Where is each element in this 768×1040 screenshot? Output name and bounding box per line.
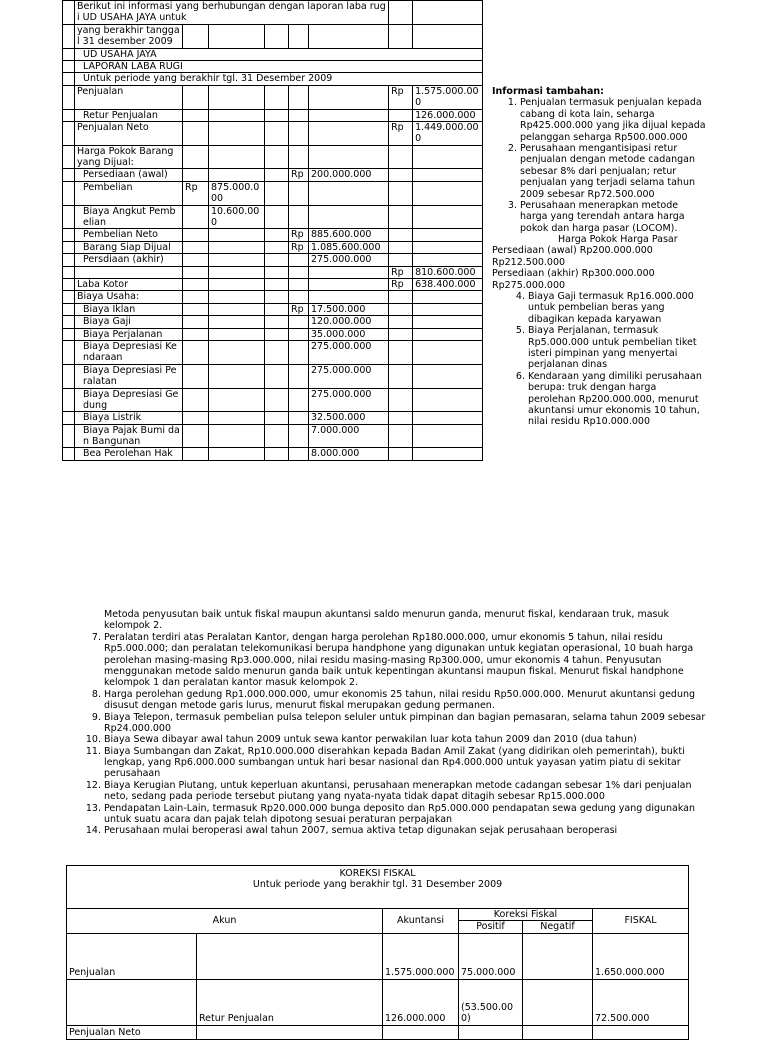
income-statement-table	[62, 0, 483, 461]
row-currency	[289, 85, 309, 109]
header-row	[63, 60, 483, 72]
report-period: Untuk periode yang berakhir tgl. 31 Desember 2009	[75, 73, 483, 85]
table-row	[63, 121, 483, 145]
row-label: Barang Siap Dijual	[75, 241, 183, 253]
table-row	[63, 388, 483, 412]
table-row	[63, 241, 483, 253]
table-row	[67, 979, 689, 1025]
fiscal-correction-table	[66, 865, 689, 1040]
row-marker	[63, 121, 75, 145]
row-currency	[289, 388, 309, 412]
cell-subakun	[197, 1025, 383, 1039]
col-header-negatif: Negatif	[523, 921, 593, 933]
col-header-akun: Akun	[67, 909, 383, 934]
row-value: 885.600.000	[309, 229, 389, 241]
row-label: Pembelian	[75, 181, 183, 205]
row-marker	[63, 364, 75, 388]
table-row	[67, 1025, 689, 1039]
row-value	[413, 254, 483, 266]
row-label: Biaya Usaha:	[75, 291, 183, 303]
row-currency: Rp	[389, 278, 413, 290]
row-value	[413, 412, 483, 424]
row-label: Retur Penjualan	[75, 109, 183, 121]
row-value: 875.000.000	[209, 181, 265, 205]
row-spacer	[265, 121, 289, 145]
row-label: Biaya Depresiasi Gedung	[75, 388, 183, 412]
row-currency	[289, 254, 309, 266]
header-row	[63, 73, 483, 85]
row-value: 1.575.000.000	[413, 85, 483, 109]
row-currency	[183, 448, 209, 460]
row-value: 810.600.000	[413, 266, 483, 278]
notes	[86, 609, 706, 837]
row-currency	[389, 229, 413, 241]
row-currency: Rp	[183, 181, 209, 205]
row-value: 1.449.000.000	[413, 121, 483, 145]
row-spacer	[265, 328, 289, 340]
list-item: 11. Biaya Sumbangan dan Zakat, Rp10.000.000 diserahkan kepada Badan Amil Zakat (yang didirikan oleh pemerintah), bukti lengkap, yang Rp6.000.000 sumbangan untuk hari besar nasional dan Rp4.000.000 untuk yayasan yatim piatu di sekitar perusahaan	[104, 746, 706, 780]
row-value	[413, 340, 483, 364]
table-row	[63, 205, 483, 229]
row-spacer	[265, 303, 289, 315]
row-currency	[183, 340, 209, 364]
row-value	[309, 266, 389, 278]
row-spacer	[265, 266, 289, 278]
report-title: LAPORAN LABA RUGI	[75, 60, 483, 72]
row-currency	[183, 424, 209, 448]
row-value	[413, 205, 483, 229]
row-value	[209, 328, 265, 340]
cell-akun	[67, 979, 197, 1025]
row-marker	[63, 448, 75, 460]
locom-header: Harga Pokok Harga Pasar	[558, 234, 678, 246]
table-header-row	[67, 909, 689, 921]
cell-akuntansi: 126.000.000	[383, 979, 459, 1025]
row-currency	[389, 205, 413, 229]
row-currency	[289, 109, 309, 121]
row-label: Pembelian Neto	[75, 229, 183, 241]
table-row	[63, 169, 483, 181]
row-value	[209, 412, 265, 424]
row-value	[209, 303, 265, 315]
row-marker	[63, 328, 75, 340]
list-item: 14. Perusahaan mulai beroperasi awal tahun 2007, semua aktiva tetap digunakan sejak perusahaan beroperasi	[104, 825, 706, 836]
row-currency	[183, 85, 209, 109]
row-value	[209, 316, 265, 328]
cell-fiskal	[593, 1025, 689, 1039]
row-currency	[289, 278, 309, 290]
row-value: 638.400.000	[413, 278, 483, 290]
row-value	[209, 388, 265, 412]
row-spacer	[265, 145, 289, 169]
row-currency	[389, 316, 413, 328]
row-value	[309, 205, 389, 229]
row-currency	[183, 316, 209, 328]
row-spacer	[265, 340, 289, 364]
row-marker	[63, 109, 75, 121]
row-marker	[63, 412, 75, 424]
row-currency	[183, 266, 209, 278]
row-value	[309, 145, 389, 169]
row-marker	[63, 388, 75, 412]
row-currency	[183, 303, 209, 315]
row-label: Persediaan (awal)	[75, 169, 183, 181]
row-value: 7.000.000	[309, 424, 389, 448]
cell-negatif	[523, 1025, 593, 1039]
cell-akun: Penjualan	[67, 933, 197, 979]
row-value	[209, 241, 265, 253]
row-currency	[183, 169, 209, 181]
cell-positif	[459, 1025, 523, 1039]
row-currency	[389, 364, 413, 388]
row-currency	[289, 266, 309, 278]
row-value: 35.000.000	[309, 328, 389, 340]
row-value	[209, 448, 265, 460]
table-row	[63, 364, 483, 388]
row-label: Biaya Listrik	[75, 412, 183, 424]
table-row	[63, 448, 483, 460]
row-currency	[289, 412, 309, 424]
row-currency	[289, 328, 309, 340]
row-label: Biaya Gaji	[75, 316, 183, 328]
row-spacer	[265, 364, 289, 388]
row-currency	[183, 291, 209, 303]
row-spacer	[265, 169, 289, 181]
table-row	[63, 424, 483, 448]
row-value	[309, 121, 389, 145]
row-label: Penjualan Neto	[75, 121, 183, 145]
row-currency	[183, 364, 209, 388]
row-value: 1.085.600.000	[309, 241, 389, 253]
row-spacer	[265, 412, 289, 424]
locom-opening: Persediaan (awal) Rp200.000.000 Rp212.500.000	[492, 245, 653, 268]
row-value	[309, 181, 389, 205]
row-currency	[389, 412, 413, 424]
cell-negatif	[523, 979, 593, 1025]
row-marker	[63, 278, 75, 290]
additional-info-list	[492, 291, 707, 428]
row-label: Penjualan	[75, 85, 183, 109]
list-item: 2. Perusahaan mengantisipasi retur penjualan dengan metode cadangan sebesar 8% dari penjualan; retur penjualan yang terjadi selama tahun 2009 sebesar Rp72.500.000	[520, 143, 707, 200]
row-marker	[63, 205, 75, 229]
row-value	[413, 316, 483, 328]
notes-list	[86, 632, 706, 837]
row-value	[209, 85, 265, 109]
list-item: 7. Peralatan terdiri atas Peralatan Kantor, dengan harga perolehan Rp180.000.000, umur ekonomis 5 tahun, nilai residu Rp5.000.000; dan peralatan telekomunikasi berupa handphone yang digunakan untuk kegiatan operasional, 10 buah harga perolehan masing-masing Rp3.000.000, nilai residu masing-masing Rp300.000, umur ekonomis 4 tahun. Penyusutan menggunakan metode saldo menurun ganda baik untuk kepentingan akuntansi maupun fiskal. Menurut fiskal handphone kelompok 1 dan peralatan kantor masuk kelompok 2.	[104, 632, 706, 689]
row-currency	[183, 254, 209, 266]
additional-info-heading: Informasi tambahan:	[492, 86, 604, 97]
row-currency	[389, 241, 413, 253]
row-currency	[183, 145, 209, 169]
row-value	[413, 303, 483, 315]
row-marker	[63, 241, 75, 253]
row-currency	[289, 316, 309, 328]
row-spacer	[265, 448, 289, 460]
row-spacer	[265, 388, 289, 412]
cell-subakun: Retur Penjualan	[197, 979, 383, 1025]
col-header-fiskal: FISKAL	[593, 909, 689, 934]
locom-closing: Persediaan (akhir) Rp300.000.000 Rp275.000.000	[492, 268, 655, 291]
row-marker	[63, 340, 75, 364]
row-spacer	[265, 254, 289, 266]
row-currency: Rp	[289, 169, 309, 181]
row-currency	[183, 241, 209, 253]
col-header-akuntansi: Akuntansi	[383, 909, 459, 934]
row-currency	[183, 278, 209, 290]
row-value	[209, 121, 265, 145]
row-currency	[183, 328, 209, 340]
table-row	[63, 340, 483, 364]
row-spacer	[265, 85, 289, 109]
cell-fiskal: 1.650.000.000	[593, 933, 689, 979]
row-currency	[389, 424, 413, 448]
table-row	[63, 303, 483, 315]
intro-row	[63, 24, 483, 48]
row-value	[309, 109, 389, 121]
row-label: Harga Pokok Barang yang Dijual:	[75, 145, 183, 169]
row-value	[413, 169, 483, 181]
row-spacer	[265, 205, 289, 229]
row-marker	[63, 229, 75, 241]
list-item: 6. Kendaraan yang dimiliki perusahaan berupa: truk dengan harga perolehan Rp200.000.000, menurut akuntansi umur ekonomis 10 tahun, nilai residu Rp10.000.000	[528, 371, 707, 428]
row-value	[413, 229, 483, 241]
cell-akun: Penjualan Neto	[67, 1025, 197, 1039]
row-currency	[183, 412, 209, 424]
row-value	[413, 424, 483, 448]
header-row	[63, 48, 483, 60]
row-marker	[63, 266, 75, 278]
row-value: 120.000.000	[309, 316, 389, 328]
row-label: Biaya Perjalanan	[75, 328, 183, 340]
row-currency	[389, 145, 413, 169]
row-value	[209, 145, 265, 169]
table-row	[67, 933, 689, 979]
table-title-row	[67, 866, 689, 909]
row-spacer	[265, 229, 289, 241]
row-value: 275.000.000	[309, 364, 389, 388]
row-value	[209, 291, 265, 303]
row-currency	[183, 121, 209, 145]
row-currency	[389, 340, 413, 364]
row-marker	[63, 85, 75, 109]
row-value: 32.500.000	[309, 412, 389, 424]
table-period: Untuk periode yang berakhir tgl. 31 Desember 2009	[252, 879, 503, 891]
row-marker	[63, 303, 75, 315]
cell-positif: (53.500.000)	[459, 979, 523, 1025]
row-value	[413, 448, 483, 460]
row-currency	[183, 109, 209, 121]
row-label: Biaya Pajak Bumi dan Bangunan	[75, 424, 183, 448]
row-value: 10.600.000	[209, 205, 265, 229]
row-spacer	[265, 241, 289, 253]
row-value: 200.000.000	[309, 169, 389, 181]
row-label: Bea Perolehan Hak	[75, 448, 183, 460]
row-currency	[289, 205, 309, 229]
table-row	[63, 278, 483, 290]
row-currency	[289, 364, 309, 388]
row-currency	[389, 181, 413, 205]
list-item: 13. Pendapatan Lain-Lain, termasuk Rp20.000.000 bunga deposito dan Rp5.000.000 pendapatan sewa gedung yang digunakan untuk suatu acara dan pajak telah dipotong sesuai peraturan perpajakan	[104, 803, 706, 826]
row-currency	[389, 109, 413, 121]
table-row	[63, 254, 483, 266]
row-marker	[63, 145, 75, 169]
row-label	[75, 266, 183, 278]
row-currency	[389, 303, 413, 315]
additional-info-list	[492, 97, 707, 234]
list-item: 5. Biaya Perjalanan, termasuk Rp5.000.000 untuk pembelian tiket isteri pimpinan yang menyertai perjalanan dinas	[528, 325, 707, 371]
row-spacer	[265, 424, 289, 448]
row-value: 8.000.000	[309, 448, 389, 460]
row-spacer	[265, 316, 289, 328]
list-item: 12. Biaya Kerugian Piutang, untuk keperluan akuntansi, perusahaan menerapkan metode cadangan sebesar 1% dari penjualan neto, sedang pada periode tersebut piutang yang nyata-nyata tidak dapat ditagih sebesar Rp15.000.000	[104, 780, 706, 803]
row-value	[413, 291, 483, 303]
row-value	[413, 388, 483, 412]
row-value	[209, 364, 265, 388]
row-value	[309, 278, 389, 290]
row-marker	[63, 316, 75, 328]
row-currency	[289, 145, 309, 169]
row-currency	[183, 205, 209, 229]
row-value	[413, 181, 483, 205]
list-item: 4. Biaya Gaji termasuk Rp16.000.000 untuk pembelian beras yang dibagikan kepada karyawan	[528, 291, 707, 325]
table-row	[63, 109, 483, 121]
row-currency	[389, 448, 413, 460]
list-item: 8. Harga perolehan gedung Rp1.000.000.000, umur ekonomis 25 tahun, nilai residu Rp50.000.000. Menurut akuntansi gedung disusut dengan metode garis lurus, menurut fiskal merupakan gedung permanen.	[104, 689, 706, 712]
row-label: Biaya Angkut Pembelian	[75, 205, 183, 229]
table-row	[63, 145, 483, 169]
table-row	[63, 316, 483, 328]
row-marker	[63, 169, 75, 181]
row-currency	[389, 388, 413, 412]
table-title: KOREKSI FISKAL	[339, 868, 416, 879]
company-name: UD USAHA JAYA	[75, 48, 483, 60]
row-label: Biaya Iklan	[75, 303, 183, 315]
row-currency	[289, 424, 309, 448]
row-currency: Rp	[289, 241, 309, 253]
row-value	[309, 291, 389, 303]
row-currency: Rp	[389, 85, 413, 109]
row-value	[209, 278, 265, 290]
row-label: Persdiaan (akhir)	[75, 254, 183, 266]
row-currency	[289, 340, 309, 364]
row-currency	[389, 254, 413, 266]
row-currency	[183, 388, 209, 412]
table-row	[63, 266, 483, 278]
row-currency	[289, 448, 309, 460]
note-continuation: Metoda penyusutan baik untuk fiskal maupun akuntansi saldo menurun ganda, menurut fiskal, kendaraan truk, masuk kelompok 2.	[104, 609, 669, 632]
cell-negatif	[523, 933, 593, 979]
list-item: 9. Biaya Telepon, termasuk pembelian pulsa telepon seluler untuk pimpinan dan bagian pemasaran, selama tahun 2009 sebesar Rp24.000.000	[104, 712, 706, 735]
row-currency	[289, 291, 309, 303]
intro-row	[63, 1, 483, 25]
row-value	[209, 254, 265, 266]
list-item: 3. Perusahaan menerapkan metode harga yang terendah antara harga pokok dan harga pasar (LOCOM).	[520, 200, 707, 234]
row-currency: Rp	[389, 266, 413, 278]
row-value	[209, 109, 265, 121]
list-item: 10. Biaya Sewa dibayar awal tahun 2009 untuk sewa kantor perwakilan luar kota tahun 2009 dan 2010 (dua tahun)	[104, 734, 706, 745]
table-row	[63, 229, 483, 241]
list-item: 1. Penjualan termasuk penjualan kepada cabang di kota lain, seharga Rp425.000.000 yang jika dijual kepada pelanggan seharga Rp500.000.000	[520, 97, 707, 143]
row-spacer	[265, 278, 289, 290]
row-currency: Rp	[389, 121, 413, 145]
cell-fiskal: 72.500.000	[593, 979, 689, 1025]
row-value: 275.000.000	[309, 254, 389, 266]
row-marker	[63, 424, 75, 448]
cell-akuntansi	[383, 1025, 459, 1039]
row-value: 275.000.000	[309, 340, 389, 364]
row-value	[413, 328, 483, 340]
row-value: 17.500.000	[309, 303, 389, 315]
row-value	[209, 169, 265, 181]
col-header-koreksi: Koreksi Fiskal	[459, 909, 593, 921]
cell-akuntansi: 1.575.000.000	[383, 933, 459, 979]
row-marker	[63, 181, 75, 205]
row-spacer	[265, 181, 289, 205]
col-header-positif: Positif	[459, 921, 523, 933]
row-value	[413, 145, 483, 169]
table-row	[63, 85, 483, 109]
table-row	[63, 181, 483, 205]
cell-subakun	[197, 933, 383, 979]
row-value	[209, 340, 265, 364]
row-currency	[289, 121, 309, 145]
additional-info	[492, 86, 707, 428]
row-value	[209, 424, 265, 448]
row-value	[209, 266, 265, 278]
row-value	[413, 241, 483, 253]
row-value: 275.000.000	[309, 388, 389, 412]
table-row	[63, 412, 483, 424]
table-row	[63, 328, 483, 340]
row-currency	[389, 169, 413, 181]
row-currency: Rp	[289, 229, 309, 241]
row-currency	[389, 328, 413, 340]
row-marker	[63, 254, 75, 266]
intro-text: yang berakhir tanggal 31 desember 2009	[75, 24, 183, 48]
row-value	[413, 364, 483, 388]
row-label: Laba Kotor	[75, 278, 183, 290]
row-currency	[389, 291, 413, 303]
table-row	[63, 291, 483, 303]
row-currency	[183, 229, 209, 241]
row-currency: Rp	[289, 303, 309, 315]
row-spacer	[265, 291, 289, 303]
cell-positif: 75.000.000	[459, 933, 523, 979]
intro-text: Berikut ini informasi yang berhubungan dengan laporan laba rugi UD USAHA JAYA untuk	[75, 1, 389, 25]
row-currency	[289, 181, 309, 205]
row-value	[309, 85, 389, 109]
row-spacer	[265, 109, 289, 121]
row-label: Biaya Depresiasi Peralatan	[75, 364, 183, 388]
row-value: 126.000.000	[413, 109, 483, 121]
row-label: Biaya Depresiasi Kendaraan	[75, 340, 183, 364]
row-value	[209, 229, 265, 241]
row-marker	[63, 291, 75, 303]
